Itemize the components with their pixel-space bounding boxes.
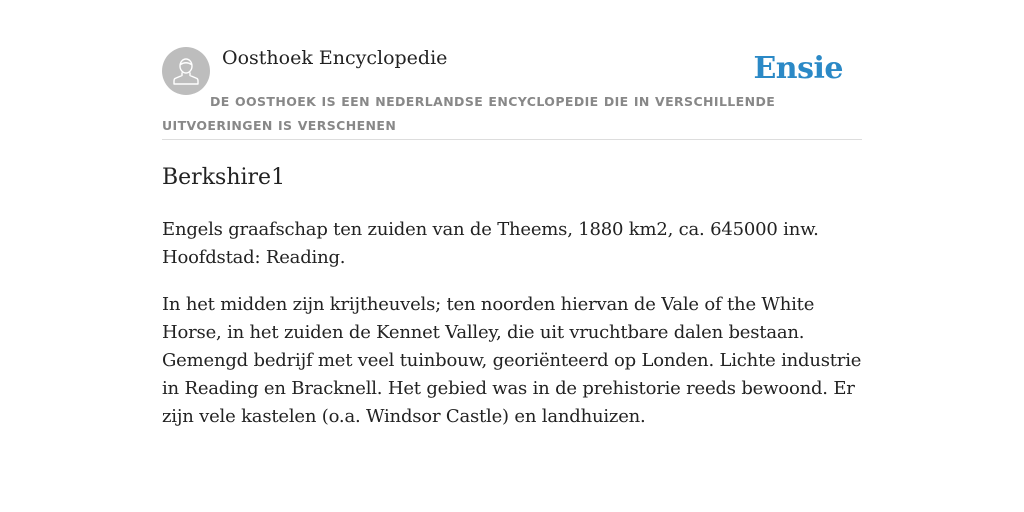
site-name[interactable]: Oosthoek Encyclopedie	[222, 47, 448, 69]
brand-logo-link[interactable]: Ensie	[753, 51, 843, 86]
user-avatar-icon[interactable]	[162, 47, 210, 95]
source-header	[162, 46, 862, 140]
site-description: DE OOSTHOEK IS EEN NEDERLANDSE ENCYCLOPEDIE DIE IN VERSCHILLENDE UITVOERINGEN IS VERSCHENEN	[162, 94, 776, 133]
article-title: Berkshire1	[162, 165, 286, 190]
article-paragraph-1: Engels graafschap ten zuiden van de Theems, 1880 km2, ca. 645000 inw. Hoofdstad: Reading.	[162, 219, 819, 268]
article-paragraph-2: In het midden zijn krijtheuvels; ten noorden hiervan de Vale of the White Horse, in het zuiden de Kennet Valley, die uit vruchtbare dalen bestaan. Gemengd bedrijf met veel tuinbouw, georiënteerd op Londen. Lichte industrie in Reading en Bracknell. Het gebied was in de prehistorie reeds bewoond. Er zijn vele kastelen (o.a. Windsor Castle) en landhuizen.	[162, 294, 862, 427]
